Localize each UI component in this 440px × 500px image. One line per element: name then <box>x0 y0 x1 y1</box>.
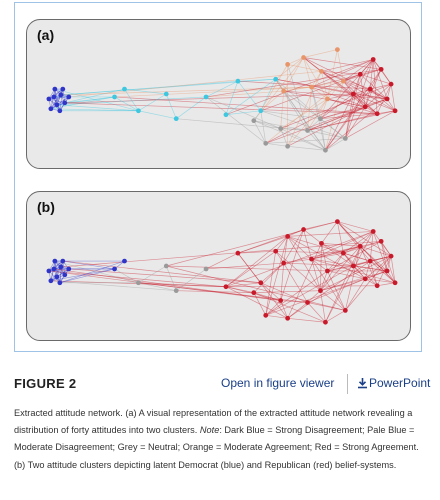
network-node <box>136 280 141 285</box>
network-node <box>335 219 340 224</box>
network-node <box>112 95 117 100</box>
network-node <box>351 264 356 269</box>
network-graph-a <box>27 20 410 168</box>
network-node <box>325 97 330 102</box>
network-node <box>358 72 363 77</box>
network-node <box>379 239 384 244</box>
network-edge <box>61 241 381 267</box>
open-figure-viewer-link[interactable]: Open in figure viewer <box>221 376 335 390</box>
network-node <box>58 265 63 270</box>
network-node <box>258 280 263 285</box>
network-edge <box>115 97 139 111</box>
network-node <box>319 69 324 74</box>
network-node <box>112 267 117 272</box>
network-node <box>263 313 268 318</box>
network-edge <box>345 111 395 139</box>
network-node <box>54 274 59 279</box>
network-edge <box>337 222 373 232</box>
network-node <box>66 95 71 100</box>
network-node <box>341 251 346 256</box>
network-node <box>323 148 328 153</box>
network-node <box>305 128 310 133</box>
network-node <box>389 254 394 259</box>
network-edge <box>206 97 266 143</box>
network-node <box>325 269 330 274</box>
network-node <box>224 284 229 289</box>
network-node <box>46 97 51 102</box>
network-node <box>164 92 169 97</box>
network-node <box>281 261 286 266</box>
network-node <box>363 276 368 281</box>
network-node <box>341 79 346 84</box>
network-node <box>273 249 278 254</box>
network-edge <box>51 281 176 291</box>
network-node <box>371 229 376 234</box>
download-icon <box>357 377 368 389</box>
network-edge <box>166 266 176 291</box>
network-node <box>319 241 324 246</box>
network-node <box>122 259 127 264</box>
caption-note-label: Note <box>199 425 220 436</box>
network-node <box>251 290 256 295</box>
network-node <box>389 82 394 87</box>
network-node <box>385 269 390 274</box>
network-node <box>263 141 268 146</box>
network-node <box>309 257 314 262</box>
network-edge <box>276 251 321 290</box>
network-edge <box>288 243 322 318</box>
network-node <box>281 89 286 94</box>
network-node <box>379 67 384 72</box>
figure-title: FIGURE 2 <box>14 376 77 391</box>
network-node <box>62 273 67 278</box>
network-node <box>375 283 380 288</box>
caption-part-1: Extracted attitude network. (a) A visual representation of the extracted attitude network revealing a distribution of forty attitudes into two clusters. <box>14 408 413 436</box>
network-edge <box>312 87 321 119</box>
network-node <box>204 267 209 272</box>
network-node <box>164 264 169 269</box>
network-node <box>204 95 209 100</box>
network-node <box>48 106 53 111</box>
network-node <box>368 259 373 264</box>
figure-image-frame[interactable] <box>14 2 422 352</box>
network-node <box>363 104 368 109</box>
network-node <box>60 259 65 264</box>
network-edge <box>238 229 304 253</box>
network-node <box>285 62 290 67</box>
network-edge <box>138 111 176 119</box>
caption-part-2: : Dark Blue = Strong Disagreement; Pale Blue = Moderate Disagreement; Grey = Neutral; Orange = Moderate Agreement; Red = Strong Agreement. (b) Two attitude clusters depicting latent Democrat (blue) and Republican (red) belief-systems. <box>14 425 419 470</box>
network-edge <box>284 263 354 266</box>
network-node <box>136 108 141 113</box>
network-node <box>174 288 179 293</box>
network-node <box>375 111 380 116</box>
network-node <box>385 97 390 102</box>
network-node <box>48 278 53 283</box>
network-edge <box>304 50 338 58</box>
network-node <box>309 85 314 90</box>
network-node <box>393 280 398 285</box>
network-panel-b <box>26 191 411 341</box>
network-node <box>174 116 179 121</box>
network-node <box>343 308 348 313</box>
network-edge <box>337 222 343 254</box>
network-edge <box>238 81 261 111</box>
network-edge <box>276 57 304 79</box>
figure-caption-text <box>14 405 422 474</box>
network-node <box>285 234 290 239</box>
network-node <box>318 288 323 293</box>
network-node <box>58 93 63 98</box>
network-node <box>358 244 363 249</box>
network-edge <box>327 271 345 310</box>
network-graph-b <box>27 192 410 340</box>
network-node <box>278 298 283 303</box>
network-node <box>368 87 373 92</box>
network-node <box>236 79 241 84</box>
network-node <box>66 267 71 272</box>
network-node <box>393 108 398 113</box>
network-edge <box>320 243 321 290</box>
panel-label-b: (b) <box>37 199 55 215</box>
network-node <box>371 57 376 62</box>
network-node <box>305 300 310 305</box>
network-node <box>62 101 67 106</box>
network-node <box>57 108 62 113</box>
network-edge <box>304 229 322 243</box>
network-edge <box>373 231 391 256</box>
network-edge <box>370 89 395 111</box>
network-node <box>52 259 57 264</box>
network-node <box>335 47 340 52</box>
network-edge <box>226 236 288 286</box>
powerpoint-download-link[interactable] <box>357 376 430 390</box>
network-node <box>343 136 348 141</box>
network-edge <box>69 269 261 283</box>
network-edge <box>304 229 312 259</box>
network-edge <box>138 94 166 111</box>
network-node <box>122 87 127 92</box>
network-edge <box>266 143 288 146</box>
panel-label-a: (a) <box>37 27 55 43</box>
network-node <box>46 269 51 274</box>
network-node <box>258 108 263 113</box>
link-divider <box>347 374 348 394</box>
powerpoint-label: PowerPoint <box>369 376 431 390</box>
network-edge <box>281 91 284 128</box>
network-edge <box>166 266 327 271</box>
network-node <box>301 55 306 60</box>
network-node <box>251 118 256 123</box>
network-node <box>236 251 241 256</box>
network-edge <box>391 84 395 111</box>
network-node <box>285 316 290 321</box>
network-node <box>60 87 65 92</box>
network-node <box>285 144 290 149</box>
network-edge <box>254 291 321 293</box>
network-node <box>323 320 328 325</box>
figure-caption-bar <box>14 374 431 396</box>
network-node <box>57 280 62 285</box>
network-edge <box>377 283 395 286</box>
network-node <box>301 227 306 232</box>
network-panel-a <box>26 19 411 169</box>
network-node <box>224 112 229 117</box>
network-node <box>278 126 283 131</box>
network-node <box>318 116 323 121</box>
network-node <box>51 267 56 272</box>
network-node <box>351 92 356 97</box>
network-node <box>54 102 59 107</box>
network-edge <box>373 59 391 84</box>
network-edge <box>266 251 276 315</box>
network-node <box>273 77 278 82</box>
network-node <box>52 87 57 92</box>
network-edge <box>288 231 374 236</box>
network-node <box>51 95 56 100</box>
